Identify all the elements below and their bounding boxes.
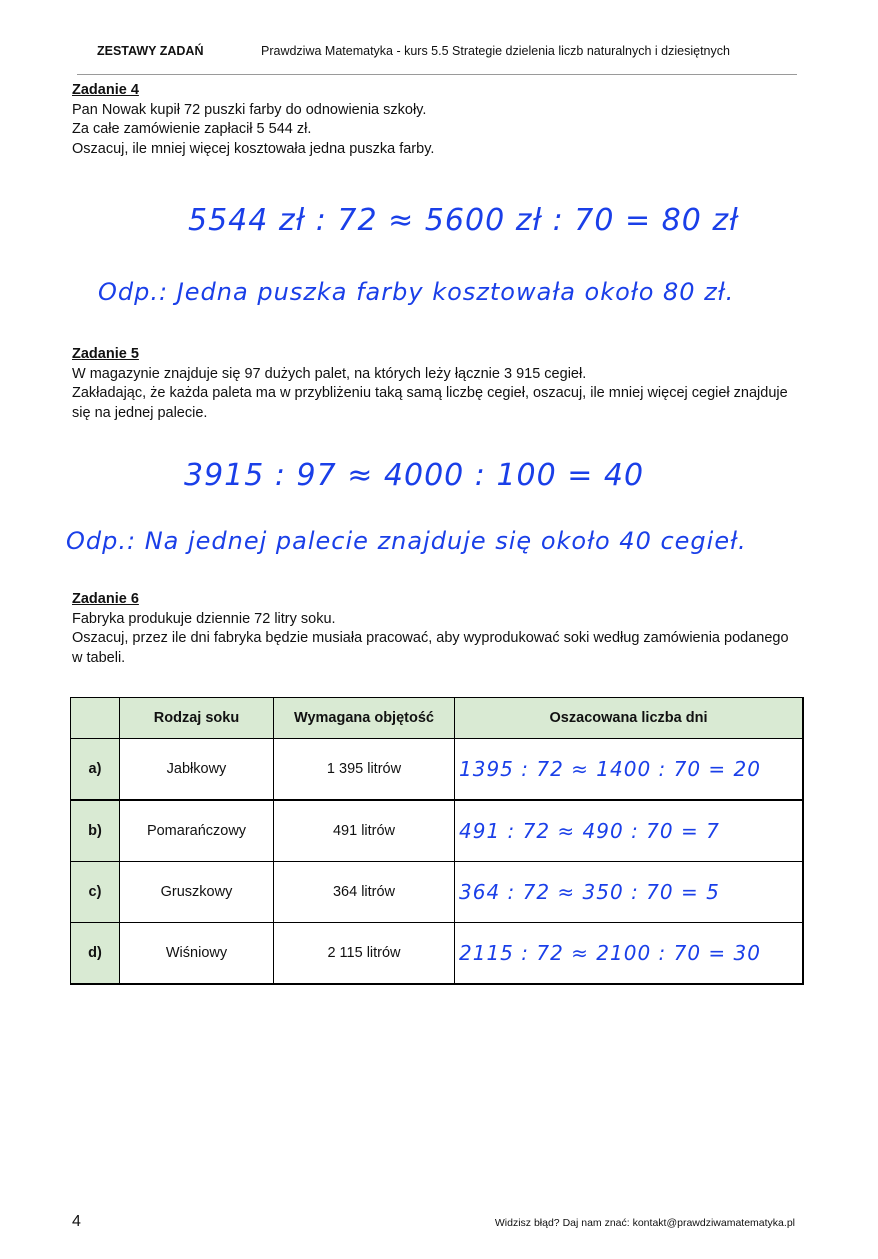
juice-volume: 364 litrów — [274, 862, 455, 923]
task-text: Zakładając, że każda paleta ma w przybliżeniu taką samą liczbę cegieł, oszacuj, ile mniej więcej cegieł znajduje się na jednej palecie. — [72, 385, 788, 421]
row-label: a) — [71, 739, 120, 801]
table-row — [71, 923, 804, 985]
estimate-cell — [455, 739, 804, 801]
juice-name: Pomarańczowy — [120, 800, 274, 862]
handwritten-solution: 3915 : 97 ≈ 4000 : 100 = 40 — [184, 458, 645, 493]
handwritten-estimate: 1395 : 72 ≈ 1400 : 70 = 20 — [459, 757, 761, 781]
row-label: d) — [71, 923, 120, 985]
task-6 — [72, 590, 802, 668]
task-4 — [72, 81, 802, 159]
table-row — [71, 739, 804, 801]
juice-volume: 1 395 litrów — [274, 739, 455, 801]
juice-name: Jabłkowy — [120, 739, 274, 801]
estimate-cell — [455, 923, 804, 985]
handwritten-solution: 5544 zł : 72 ≈ 5600 zł : 70 = 80 zł — [188, 203, 739, 238]
table-header-cell: Oszacowana liczba dni — [455, 698, 804, 739]
task-text: Oszacuj, przez ile dni fabryka będzie musiała pracować, aby wyprodukować soki według zamówienia podanego w tabeli. — [72, 630, 789, 666]
task-text: Oszacuj, ile mniej więcej kosztowała jedna puszka farby. — [72, 140, 435, 157]
table-header-row — [71, 698, 804, 739]
task-text: W magazynie znajduje się 97 dużych palet, na których leży łącznie 3 915 cegieł. — [72, 365, 587, 382]
table-header-cell — [71, 698, 120, 739]
footer-contact: Widzisz błąd? Daj nam znać: kontakt@prawdziwamatematyka.pl — [494, 1217, 795, 1229]
task-5 — [72, 345, 802, 423]
handwritten-answer: Odp.: Jedna puszka farby kosztowała około 80 zł. — [98, 278, 735, 306]
section-title: ZESTAWY ZADAŃ — [97, 44, 204, 58]
task-title: Zadanie 6 — [72, 591, 139, 607]
handwritten-answer: Odp.: Na jednej palecie znajduje się około 40 cegieł. — [66, 527, 747, 555]
estimate-cell — [455, 800, 804, 862]
handwritten-estimate: 2115 : 72 ≈ 2100 : 70 = 30 — [459, 941, 761, 965]
task-text: Za całe zamówienie zapłacił 5 544 zł. — [72, 121, 312, 138]
juice-volume: 491 litrów — [274, 800, 455, 862]
row-label: c) — [71, 862, 120, 923]
table-row — [71, 800, 804, 862]
juice-name: Gruszkowy — [120, 862, 274, 923]
header-divider — [77, 74, 797, 75]
task-title: Zadanie 5 — [72, 346, 139, 362]
table-header-cell: Wymagana objętość — [274, 698, 455, 739]
juice-table — [70, 697, 804, 985]
course-title: Prawdziwa Matematyka - kurs 5.5 Strategie dzielenia liczb naturalnych i dziesiętnych — [261, 44, 730, 58]
estimate-cell — [455, 862, 804, 923]
row-label: b) — [71, 800, 120, 862]
handwritten-estimate: 491 : 72 ≈ 490 : 70 = 7 — [459, 819, 720, 843]
table-row — [71, 862, 804, 923]
juice-volume: 2 115 litrów — [274, 923, 455, 985]
table-header-cell: Rodzaj soku — [120, 698, 274, 739]
handwritten-estimate: 364 : 72 ≈ 350 : 70 = 5 — [459, 880, 720, 904]
task-text: Pan Nowak kupił 72 puszki farby do odnowienia szkoły. — [72, 101, 427, 118]
task-text: Fabryka produkuje dziennie 72 litry soku. — [72, 610, 336, 627]
juice-name: Wiśniowy — [120, 923, 274, 985]
task-title: Zadanie 4 — [72, 82, 139, 98]
page-number: 4 — [72, 1213, 81, 1230]
